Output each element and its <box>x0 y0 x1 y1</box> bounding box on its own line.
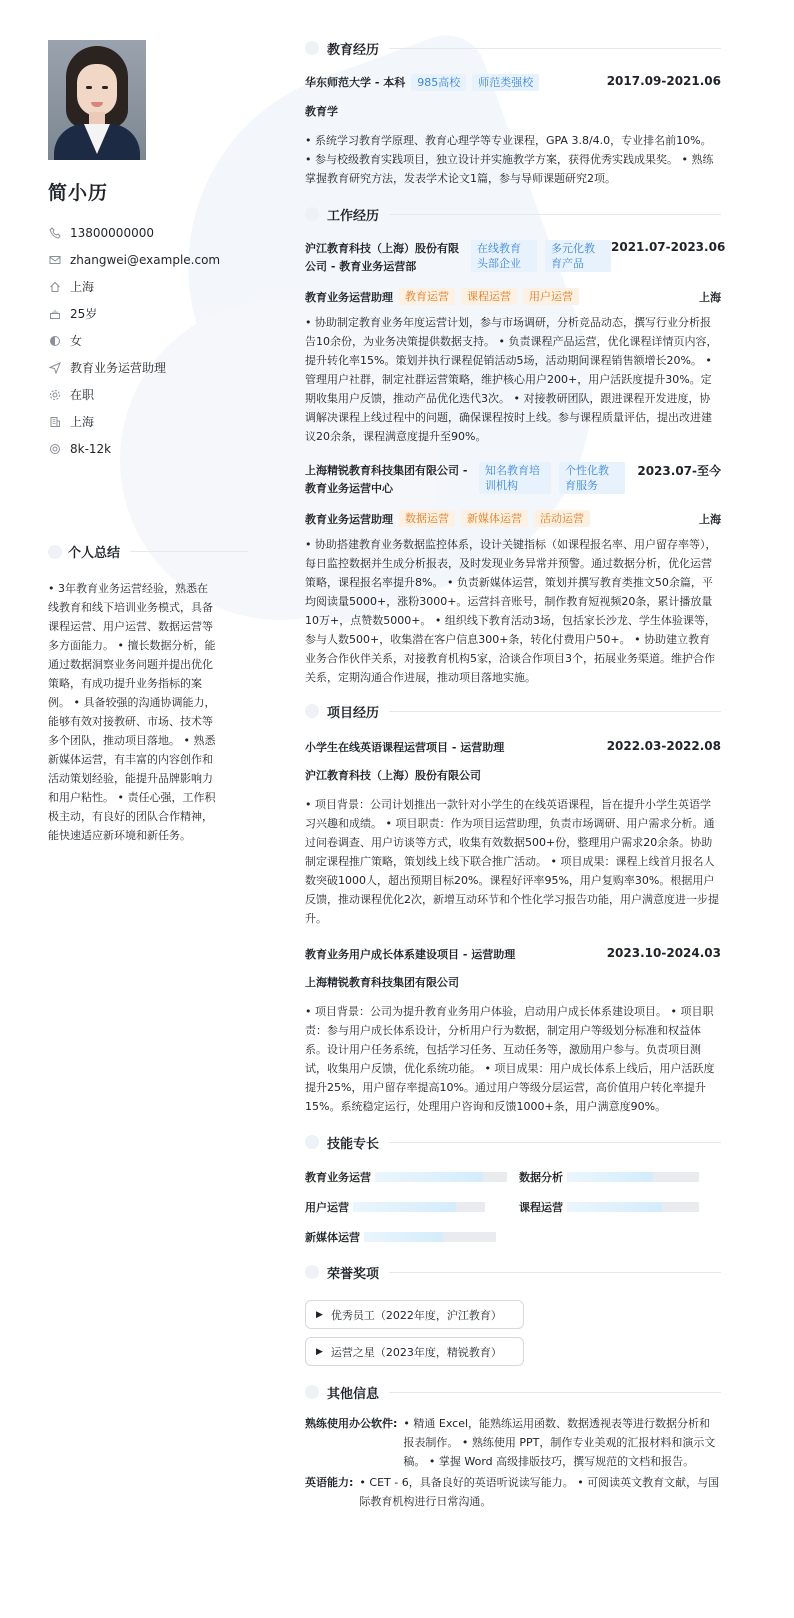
skill-name: 课程运营 <box>519 1201 563 1214</box>
location-text: 上海 <box>70 280 95 294</box>
honors-heading <box>305 1262 721 1282</box>
school-tag: 985高校 <box>411 74 466 91</box>
other-value: • 精通 Excel，能熟练运用函数、数据透视表等进行数据分析和报表制作。 • 熟练使用 PPT，制作专业美观的汇报材料和演示文稿。 • 掌握 Word 高级排版技巧，撰写规范的文档和报告。 <box>403 1417 716 1468</box>
other-item <box>305 1473 721 1511</box>
role-tag: 教育运营 <box>399 288 455 305</box>
info-email <box>48 246 248 273</box>
job-city: 上海 <box>699 290 721 304</box>
education-date: 2017.09-2021.06 <box>606 74 721 88</box>
info-gender <box>48 327 248 354</box>
other-heading <box>305 1382 721 1402</box>
education-entry-head <box>305 74 721 91</box>
info-age <box>48 300 248 327</box>
skill-item <box>305 1228 519 1246</box>
role-tag: 活动运营 <box>534 510 590 527</box>
section-dot-icon <box>305 704 319 718</box>
award-text: 优秀员工（2022年度，沪江教育） <box>330 1308 502 1322</box>
major <box>305 103 721 119</box>
job-company: 沪江教育科技（上海）股份有限公司 - 教育业务运营部 <box>305 242 459 273</box>
skill-bar <box>567 1202 699 1212</box>
job-date: 2023.07-至今 <box>637 464 721 478</box>
play-triangle-icon: ▶ <box>316 1346 323 1357</box>
skill-item <box>519 1198 721 1216</box>
info-salary <box>48 435 248 462</box>
play-triangle-icon: ▶ <box>316 1309 323 1320</box>
job-role-row <box>305 510 721 527</box>
job-role: 教育业务运营助理 <box>305 290 393 304</box>
job-company: 上海精锐教育科技集团有限公司 - 教育业务运营中心 <box>305 464 468 495</box>
info-location <box>48 273 248 300</box>
project-name: 小学生在线英语课程运营项目 - 运营助理 <box>305 741 505 754</box>
job-role: 教育业务运营助理 <box>305 512 393 526</box>
skill-fill <box>567 1202 662 1212</box>
section-dot-icon <box>305 1265 319 1279</box>
role-tag: 用户运营 <box>523 288 579 305</box>
other-value: • CET - 6，具备良好的英语听说读写能力。 • 可阅读英文教育文献，与国际教育机构进行日常沟通。 <box>359 1476 720 1508</box>
skills-heading <box>305 1132 721 1152</box>
resume-name: 简小历 <box>48 182 109 204</box>
job-entry-head <box>305 240 726 276</box>
skill-bar <box>375 1172 507 1182</box>
divider <box>389 1142 721 1143</box>
role-tag: 新媒体运营 <box>461 510 528 527</box>
divider <box>130 551 248 552</box>
project-name: 教育业务用户成长体系建设项目 - 运营助理 <box>305 948 516 961</box>
gender-text: 女 <box>70 334 83 348</box>
info-phone <box>48 219 248 246</box>
coin-icon <box>48 442 62 456</box>
skill-fill <box>567 1172 653 1182</box>
divider <box>389 48 721 49</box>
email-text: zhangwei@example.com <box>70 252 221 267</box>
other-item <box>305 1414 721 1471</box>
main-content <box>305 38 726 1511</box>
skill-item <box>305 1168 519 1186</box>
projects-title: 项目经历 <box>327 705 380 721</box>
award-item[interactable] <box>305 1337 524 1366</box>
project-company <box>305 767 721 783</box>
skill-name: 教育业务运营 <box>305 1171 371 1184</box>
cake-icon <box>48 307 62 321</box>
skill-name: 新媒体运营 <box>305 1231 360 1244</box>
job-description: • 协助制定教育业务年度运营计划，参与市场调研，分析竞品动态，撰写行业分析报告10余份，为业务决策提供数据支持。 • 负责课程产品运营，优化课程详情页内容，提升转化率15%。策划并执行课程促销活动5场，活动期间课程销售额增长20%。 • 管理用户社群，制定社群运营策略，维护核心用户200+，用户活跃度提升30%。定期收集用户反馈，推动产品优化迭代3次。 • 对接教研团队，跟进课程开发进度，协调解决课程上线过程中的问题，确保课程按时上线。参与课程质量评估，提出改进建议20余条，课程满意度提升至90%。 <box>305 316 718 443</box>
skill-bar <box>567 1172 699 1182</box>
school-name: 华东师范大学 - 本科 <box>305 76 406 89</box>
section-dot-icon <box>305 41 319 55</box>
city-text: 上海 <box>70 415 95 429</box>
work-title: 工作经历 <box>327 208 380 224</box>
section-dot-icon <box>305 207 319 221</box>
phone-icon <box>48 226 62 240</box>
project-entry-head <box>305 946 721 962</box>
section-dot-icon <box>48 545 62 559</box>
skill-fill <box>364 1232 443 1242</box>
award-item[interactable] <box>305 1300 524 1329</box>
skill-fill <box>353 1202 456 1212</box>
summary-text: • 3年教育业务运营经验，熟悉在线教育和线下培训业务模式，具备课程运营、用户运营、数据运营等多方面能力。 • 擅长数据分析，能通过数据洞察业务问题并提出优化策略，有成功提升业务指标的案例。 • 具备较强的沟通协调能力，能够有效对接教研、市场、技术等多个团队，推动项目落地。 • 熟悉新媒体运营，有丰富的内容创作和活动策划经验，能提升品牌影响力和用户粘性。 • 责任心强，工作积极主动，有良好的团队合作精神，能快速适应新环境和新任务。 <box>48 582 216 842</box>
home-icon <box>48 280 62 294</box>
salary-text: 8k-12k <box>70 441 112 456</box>
info-city <box>48 408 248 435</box>
other-title: 其他信息 <box>327 1386 380 1402</box>
skill-item <box>519 1168 721 1186</box>
info-position <box>48 354 248 381</box>
divider <box>389 1392 721 1393</box>
mail-icon <box>48 253 62 267</box>
sidebar <box>48 40 248 845</box>
phone-text: 13800000000 <box>70 225 154 240</box>
gear-icon <box>48 388 62 402</box>
education-heading <box>305 38 721 58</box>
education-description: • 系统学习教育学原理、教育心理学等专业课程，GPA 3.8/4.0，专业排名前10%。 • 参与校级教育实践项目，独立设计并实施教学方案，获得优秀实践成果奖。 • 熟练掌握教育研究方法，发表学术论文1篇，参与导师课题研究2项。 <box>305 134 714 185</box>
award-text: 运营之星（2023年度，精锐教育） <box>330 1345 502 1359</box>
building-icon <box>48 415 62 429</box>
divider <box>389 214 721 215</box>
skill-name: 数据分析 <box>519 1171 563 1184</box>
job-tag: 知名教育培训机构 <box>479 462 551 494</box>
skill-bar <box>353 1202 485 1212</box>
summary-heading <box>48 542 248 561</box>
skill-fill <box>375 1172 483 1182</box>
age-text: 25岁 <box>70 307 98 321</box>
position-text: 教育业务运营助理 <box>70 361 167 375</box>
job-date: 2021.07-2023.06 <box>611 240 726 254</box>
skill-bar <box>364 1232 496 1242</box>
project-date: 2023.10-2024.03 <box>606 946 721 960</box>
avatar <box>48 40 146 160</box>
project-date: 2022.03-2022.08 <box>606 739 721 753</box>
project-company-text: 上海精锐教育科技集团有限公司 <box>305 976 459 989</box>
status-text: 在职 <box>70 388 95 402</box>
gender-icon <box>48 334 62 348</box>
major-text: 教育学 <box>305 105 338 118</box>
role-tag: 数据运营 <box>399 510 455 527</box>
project-entry-head <box>305 739 721 755</box>
divider <box>389 711 721 712</box>
other-label: 英语能力: <box>305 1476 354 1489</box>
job-tag: 多元化教育产品 <box>545 240 611 272</box>
skills-title: 技能专长 <box>327 1136 380 1152</box>
other-label: 熟练使用办公软件: <box>305 1417 398 1430</box>
skill-item <box>305 1198 519 1216</box>
skill-name: 用户运营 <box>305 1201 349 1214</box>
project-description: • 项目背景：公司计划推出一款针对小学生的在线英语课程，旨在提升小学生英语学习兴趣和成绩。 • 项目职责：作为项目运营助理，负责市场调研、用户需求分析。通过问卷调查、用户访谈等方式，收集有效数据500+份，整理用户需求20余条。协助制定课程推广策略，策划线上线下联合推广活动。 • 项目成果：课程上线首月报名人数突破1000人，超出预期目标20%。课程好评率95%，用户复购率30%。根据用户反馈，推动课程优化2次，新增互动环节和个性化学习报告功能，用户满意度进一步提升。 <box>305 798 719 925</box>
divider <box>389 1272 721 1273</box>
project-company <box>305 974 721 990</box>
role-tag: 课程运营 <box>461 288 517 305</box>
project-company-text: 沪江教育科技（上海）股份有限公司 <box>305 769 481 782</box>
job-description: • 协助搭建教育业务数据监控体系，设计关键指标（如课程报名率、用户留存率等），每日监控数据并生成分析报表，及时发现业务异常并预警。通过数据分析，优化运营策略，课程报名率提升8%。 • 负责新媒体运营，策划并撰写教育类推文50余篇，平均阅读量5000+，涨粉3000+。运营抖音账号，制作教育短视频20条，累计播放量10万+，点赞数5000+。 • 组织线下教育活动3场，包括家长沙龙、学生体验课等，参与人数500+，收集潜在客户信息300+条，转化付费用户50+。 • 协助建立教育业务合作伙伴关系，对接教育机构5家，洽谈合作项目3个，拓展业务渠道。维护合作关系，定期沟通合作进展，推动项目落地实施。 <box>305 538 717 684</box>
section-dot-icon <box>305 1385 319 1399</box>
work-heading <box>305 204 721 224</box>
school-tag: 师范类强校 <box>472 74 539 91</box>
job-tag: 个性化教育服务 <box>559 462 625 494</box>
summary-title: 个人总结 <box>68 546 121 561</box>
job-city: 上海 <box>699 512 721 526</box>
send-icon <box>48 361 62 375</box>
section-dot-icon <box>305 1135 319 1149</box>
info-status <box>48 381 248 408</box>
education-title: 教育经历 <box>327 42 380 58</box>
honors-title: 荣誉奖项 <box>327 1266 380 1282</box>
projects-heading <box>305 701 721 721</box>
project-description: • 项目背景：公司为提升教育业务用户体验，启动用户成长体系建设项目。 • 项目职责：参与用户成长体系设计，分析用户行为数据，制定用户等级划分标准和权益体系。设计用户任务系统，包括学习任务、互动任务等，激励用户参与。负责项目测试，收集用户反馈，优化系统功能。 • 项目成果：用户成长体系上线后，用户活跃度提升25%，用户留存率提高10%。通过用户等级分层运营，高价值用户转化率提升15%。系统稳定运行，处理用户咨询和反馈1000+条，用户满意度90%。 <box>305 1005 715 1113</box>
job-role-row <box>305 288 721 305</box>
job-tag: 在线教育头部企业 <box>471 240 537 272</box>
job-entry-head <box>305 462 721 498</box>
skills-grid <box>305 1168 721 1246</box>
